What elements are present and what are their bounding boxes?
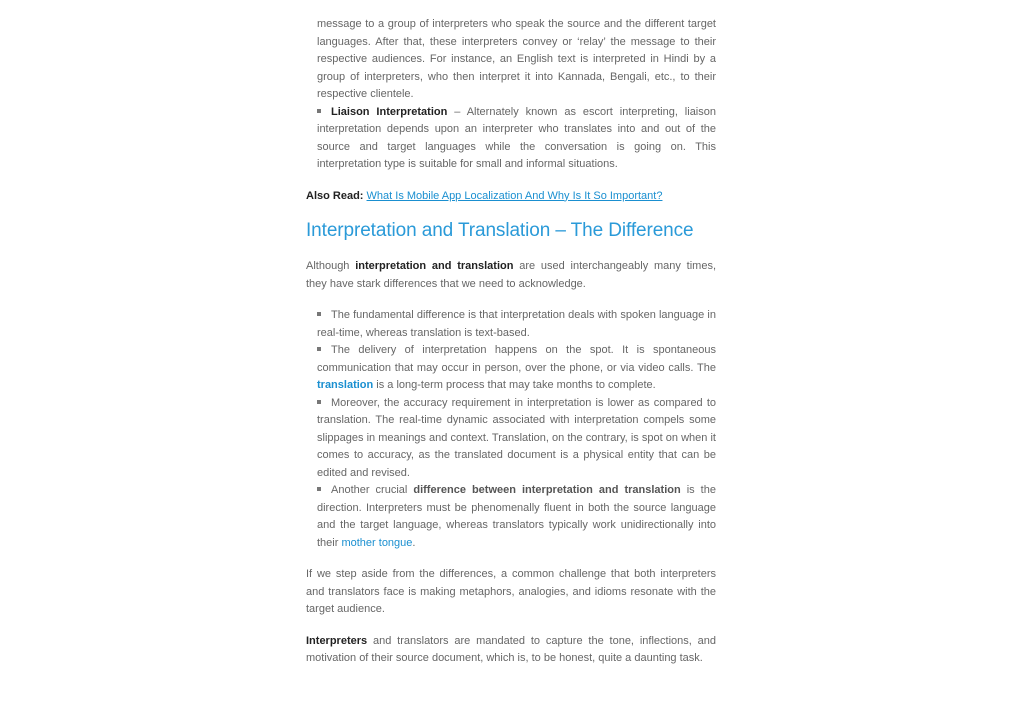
difference-text: Moreover, the accuracy requirement in interpretation is lower as compared to translation. The real-time dynamic associated with interpretation compels some slippages in meanings and context. Translation, on the contrary, is spot on when it comes to accuracy, as the translated document is a physical entity that can be edited and revised. [317,396,716,479]
also-read-link[interactable]: What Is Mobile App Localization And Why Is It So Important? [366,189,663,202]
difference-text-end: . [412,536,416,549]
intro-bold-term: interpretation and translation [355,260,514,272]
difference-text: The delivery of interpretation happens on the spot. It is spontaneous communication that may occur in person, over the phone, or via video calls. The [317,344,716,374]
intro-paragraph [306,258,716,293]
bullet-icon [317,487,321,491]
section-heading: Interpretation and Translation – The Difference [306,220,694,241]
bullet-icon [317,109,321,113]
also-read-label: Also Read: [306,189,364,202]
relay-interpretation-text: message to a group of interpreters who speak the source and the different target languages. After that, these interpreters convey or ‘relay’ the message to their respective audiences. For instance, an English text is interpreted in Hindi by a group of interpreters, who then interpret it into Kannada, Bengali, etc., to their respective clientele. [317,18,716,100]
bullet-icon [317,312,321,316]
interpretation-types-list [306,16,716,174]
difference-text-rest: is a long-term process that may take months to complete. [373,379,656,391]
interpreters-paragraph [306,633,716,668]
list-item [317,482,716,552]
liaison-interpretation-term: Liaison Interpretation [331,105,448,118]
difference-bold-term: difference between interpretation and translation [413,484,681,496]
interpreters-term: Interpreters [306,634,368,647]
translation-link[interactable]: translation [317,379,374,391]
list-item [317,342,716,395]
differences-list [306,307,716,552]
difference-text: The fundamental difference is that interpretation deals with spoken language in real-time, whereas translation is text-based. [317,309,716,339]
article-content [306,16,716,668]
difference-text: Another crucial [331,484,414,496]
list-item [306,104,716,174]
intro-text: Although [306,260,356,272]
mother-tongue-link[interactable]: mother tongue [341,536,413,549]
interpreters-text: and translators are mandated to capture the tone, inflections, and motivation of their source document, which is, to be honest, quite a daunting task. [306,634,716,664]
list-item [306,16,716,104]
bullet-icon [317,347,321,351]
intro-text-rest: are used interchangeably many times, they have stark differences that we need to acknowledge. [306,260,717,290]
list-item [317,395,716,483]
also-read [306,188,716,206]
bullet-icon [317,400,321,404]
list-item [317,307,716,342]
difference-text-middle: is the direction. Interpreters must be phenomenally fluent in both the source language and the target language, whereas translators typically work unidirectionally into their [317,484,716,549]
challenge-paragraph: If we step aside from the differences, a common challenge that both interpreters and translators face is making metaphors, analogies, and idioms resonate with the target audience. [306,568,716,615]
liaison-interpretation-text: – Alternately known as escort interpreting, liaison interpretation depends upon an interpreter who translates into and out of the source and target languages while the conversation is going on. This interpretation type is suitable for small and informal situations. [317,105,716,170]
